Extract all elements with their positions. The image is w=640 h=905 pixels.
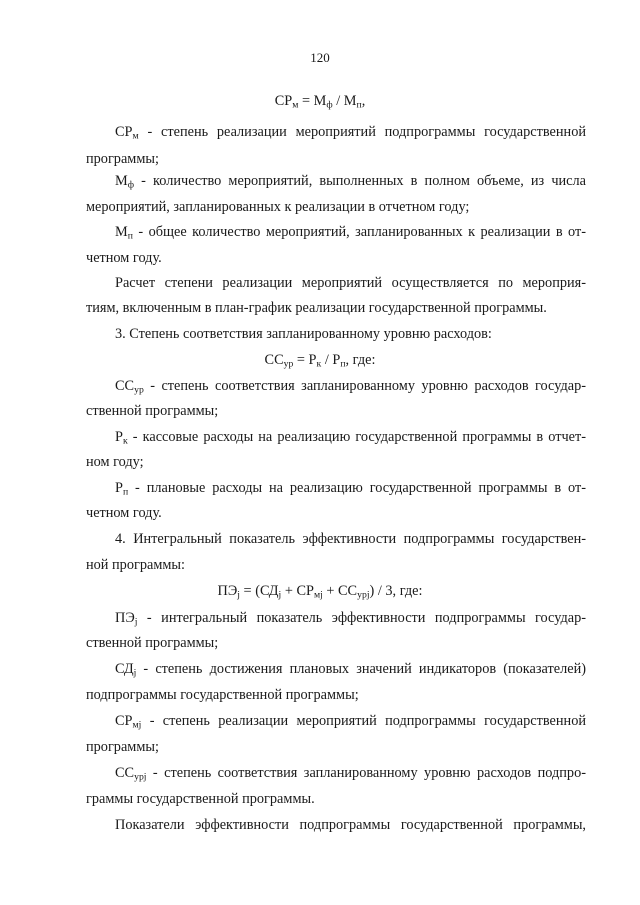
def-mp-line2: четном году. xyxy=(86,250,162,266)
def-pe-line2: ственной программы; xyxy=(86,635,219,651)
def-rp-line1: $Р_п$ - плановые расходы на реализацию государственной программы в от- xyxy=(115,480,586,498)
formula-pe: $ПЭ_j = (СД_j + СР_{мj} + СС_{урj}) / 3$, где: xyxy=(217,583,423,601)
para-last: Показатели эффективности подпрограммы государственной программы, xyxy=(115,817,586,833)
item4-line2: ной программы: xyxy=(86,557,186,573)
def-pe-line1: $ПЭ_j$ - интегральный показатель эффективности подпрограммы государ- xyxy=(115,610,586,628)
item4-line1: 4. Интегральный показатель эффективности подпрограммы государствен- xyxy=(115,531,586,547)
def-srmj-line2: программы; xyxy=(86,739,159,755)
para-calc-line2: тиям, включенным в план-график реализации государственной программы. xyxy=(86,300,547,316)
def-mf-line1: $М_ф$ - количество мероприятий, выполненных в полном объеме, из числа xyxy=(115,173,586,191)
formula-sr: $СР_м = М_ф / М_п$, xyxy=(274,93,366,111)
def-ss-line2: ственной программы; xyxy=(86,403,219,419)
item3-heading: 3. Степень соответствия запланированному уровню расходов: xyxy=(115,326,492,342)
def-ssurj-line1: $СС_{урj}$ - степень соответствия запланированному уровню расходов подпро- xyxy=(115,765,586,783)
def-sd-line2: подпрограммы государственной программы; xyxy=(86,687,359,703)
page-number: 120 xyxy=(310,50,330,65)
def-sd-line1: $СД_j$ - степень достижения плановых значений индикаторов (показателей) xyxy=(115,661,586,679)
def-sr-line2: программы; xyxy=(86,151,159,167)
formula-ss: $СС_{ур} = Р_к / Р_п$, где: xyxy=(264,352,376,370)
para-calc-line1: Расчет степени реализации мероприятий осуществляется по мероприя- xyxy=(115,275,586,291)
def-rk-line1: $Р_к$ - кассовые расходы на реализацию государственной программы в отчет- xyxy=(115,429,586,447)
def-ssurj-line2: граммы государственной программы. xyxy=(86,791,315,807)
def-rp-line2: четном году. xyxy=(86,505,162,521)
def-mf-line2: мероприятий, запланированных к реализации в отчетном году; xyxy=(86,199,470,215)
def-sr-line1: $СР_м$ - степень реализации мероприятий подпрограммы государственной xyxy=(115,124,586,142)
def-ss-line1: $СС_{ур}$ - степень соответствия запланированному уровню расходов государ- xyxy=(115,378,586,396)
def-srmj-line1: $СР_{мj}$ - степень реализации мероприятий подпрограммы государственной xyxy=(115,713,586,731)
def-mp-line1: $М_п$ - общее количество мероприятий, запланированных к реализации в от- xyxy=(115,224,586,242)
def-rk-line2: ном году; xyxy=(86,454,144,470)
